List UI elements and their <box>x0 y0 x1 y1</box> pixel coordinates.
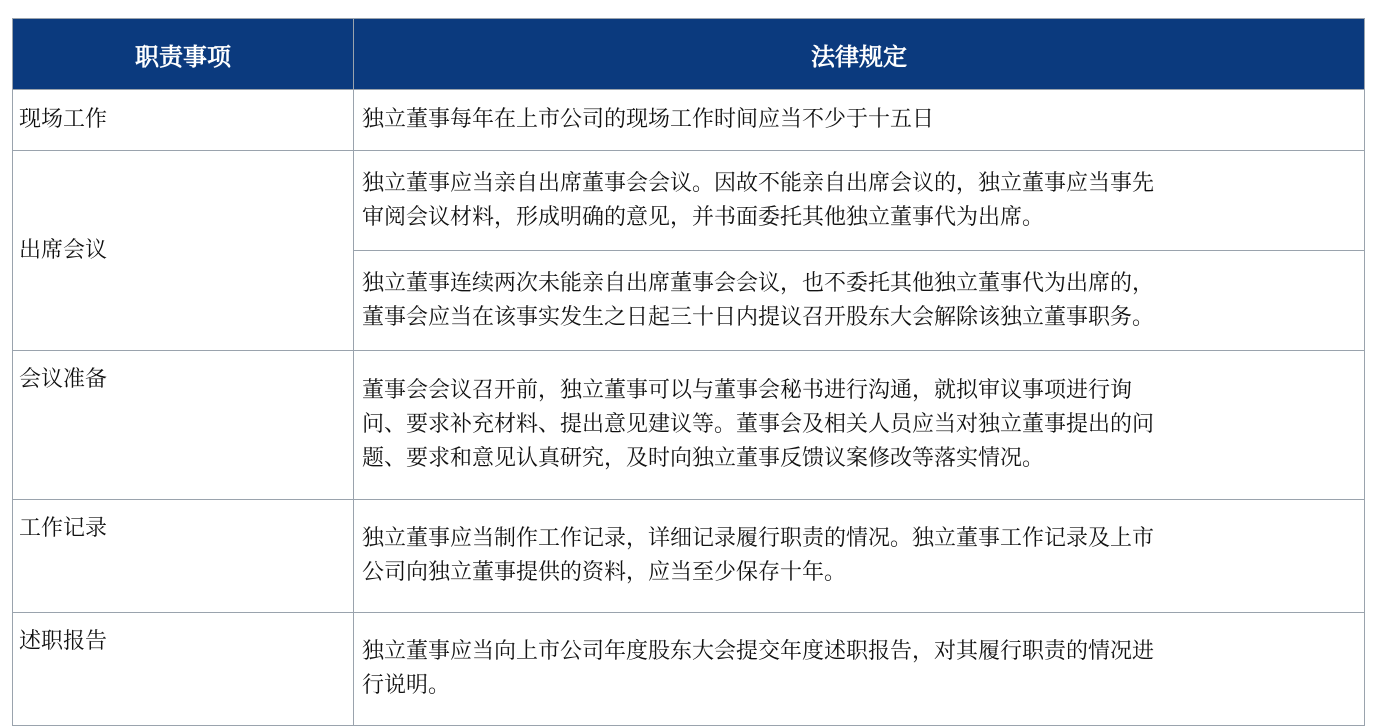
row-item-attend-meetings: 出席会议 <box>13 151 354 351</box>
table-row <box>13 500 1365 613</box>
duties-table <box>12 18 1365 726</box>
row-provision <box>354 151 1365 251</box>
provision-line: 独立董事应当亲自出席董事会会议。因故不能亲自出席会议的，独立董事应当事先 <box>362 170 1155 196</box>
row-provision <box>354 500 1365 613</box>
row-provision <box>354 251 1365 351</box>
provision-line: 独立董事连续两次未能亲自出席董事会会议，也不委托其他独立董事代为出席的， <box>362 270 1155 296</box>
table-row <box>13 151 1365 251</box>
provision-line: 独立董事应当制作工作记录，详细记录履行职责的情况。独立董事工作记录及上市 <box>362 526 1155 551</box>
provision-line: 公司向独立董事提供的资料，应当至少保存十年。 <box>362 560 847 585</box>
header-legal-provision: 法律规定 <box>354 19 1365 90</box>
provision-line: 审阅会议材料，形成明确的意见，并书面委托其他独立董事代为出席。 <box>362 204 1045 230</box>
provision-line: 问、要求补充材料、提出意见建议等。董事会及相关人员应当对独立董事提出的问 <box>362 412 1155 437</box>
provision-line: 独立董事应当向上市公司年度股东大会提交年度述职报告，对其履行职责的情况进 <box>362 639 1155 664</box>
table-row <box>13 351 1365 500</box>
provision-line: 独立董事每年在上市公司的现场工作时间应当不少于十五日 <box>362 107 935 132</box>
provision-line: 董事会应当在该事实发生之日起三十日内提议召开股东大会解除该独立董事职务。 <box>362 304 1155 330</box>
row-item-onsite-work: 现场工作 <box>13 90 354 151</box>
provision-line: 行说明。 <box>362 673 451 698</box>
duties-table-container <box>12 18 1364 726</box>
header-duty-item: 职责事项 <box>13 19 354 90</box>
provision-line: 董事会会议召开前，独立董事可以与董事会秘书进行沟通，就拟审议事项进行询 <box>362 378 1133 403</box>
row-provision <box>354 613 1365 726</box>
row-provision <box>354 90 1365 151</box>
provision-line: 题、要求和意见认真研究，及时向独立董事反馈议案修改等落实情况。 <box>362 446 1045 471</box>
row-item-work-records: 工作记录 <box>13 500 354 613</box>
row-item-meeting-preparation: 会议准备 <box>13 351 354 500</box>
row-provision <box>354 351 1365 500</box>
table-row <box>13 90 1365 151</box>
row-item-duty-report: 述职报告 <box>13 613 354 726</box>
table-header-row <box>13 19 1365 90</box>
table-row <box>13 613 1365 726</box>
